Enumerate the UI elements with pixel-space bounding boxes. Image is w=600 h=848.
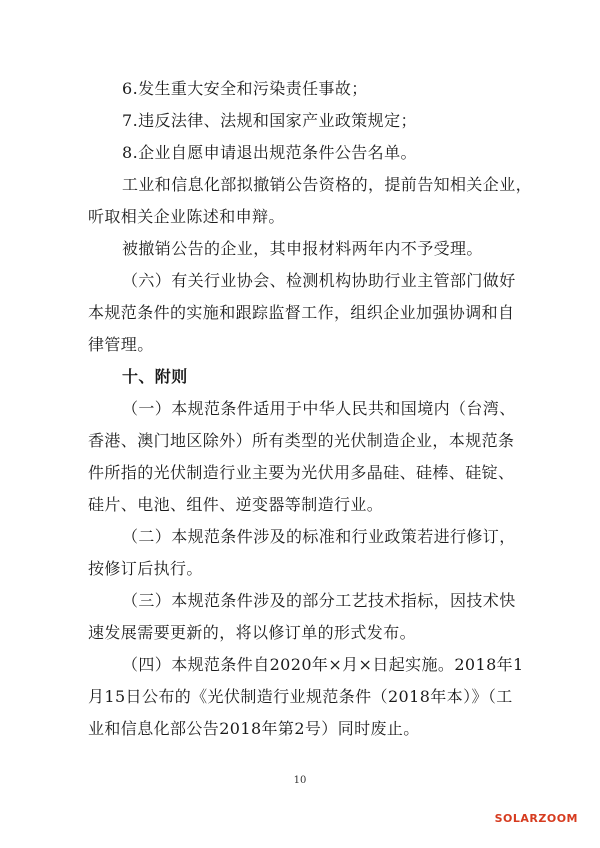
paragraph-item-one-line-2: 香港、澳门地区除外）所有类型的光伏制造企业，本规范条 [88, 431, 515, 450]
paragraph-item-one-line-1: （一）本规范条件适用于中华人民共和国境内（台湾、 [122, 399, 516, 418]
paragraph-revocation-notice-line-2: 听取相关企业陈述和申辩。 [88, 207, 285, 226]
paragraph-item-four-line-3: 业和信息化部公告2018年第2号）同时废止。 [88, 719, 420, 738]
clause-item-8: 8.企业自愿申请退出规范条件公告名单。 [122, 143, 417, 162]
section-heading-supplementary: 十、附则 [122, 367, 188, 386]
solarzoom-watermark: SOLARZOOM [494, 812, 578, 825]
paragraph-item-six-line-3: 律管理。 [88, 335, 154, 354]
paragraph-item-six-line-1: （六）有关行业协会、检测机构协助行业主管部门做好 [122, 271, 516, 290]
paragraph-item-three-line-1: （三）本规范条件涉及的部分工艺技术指标，因技术快 [122, 591, 516, 610]
paragraph-revocation-notice-line-1: 工业和信息化部拟撤销公告资格的，提前告知相关企业， [122, 175, 533, 194]
paragraph-item-one-line-4: 硅片、电池、组件、逆变器等制造行业。 [88, 495, 384, 514]
paragraph-revoked-enterprises: 被撤销公告的企业，其申报材料两年内不予受理。 [122, 239, 483, 258]
paragraph-item-three-line-2: 速发展需要更新的，将以修订单的形式发布。 [88, 623, 417, 642]
paragraph-item-one-line-3: 件所指的光伏制造行业主要为光伏用多晶硅、硅棒、硅锭、 [88, 463, 515, 482]
paragraph-item-six-line-2: 本规范条件的实施和跟踪监督工作，组织企业加强协调和自 [88, 303, 515, 322]
paragraph-item-two-line-2: 按修订后执行。 [88, 559, 203, 578]
paragraph-item-four-line-2: 月15日公布的《光伏制造行业规范条件（2018年本）》（工 [88, 687, 513, 706]
page-number: 10 [293, 775, 307, 786]
paragraph-item-two-line-1: （二）本规范条件涉及的标准和行业政策若进行修订， [122, 527, 516, 546]
paragraph-item-four-line-1: （四）本规范条件自2020年×月×日起实施。2018年1 [122, 655, 524, 674]
clause-item-7: 7.违反法律、法规和国家产业政策规定； [122, 111, 417, 130]
clause-item-6: 6.发生重大安全和污染责任事故； [122, 79, 368, 98]
